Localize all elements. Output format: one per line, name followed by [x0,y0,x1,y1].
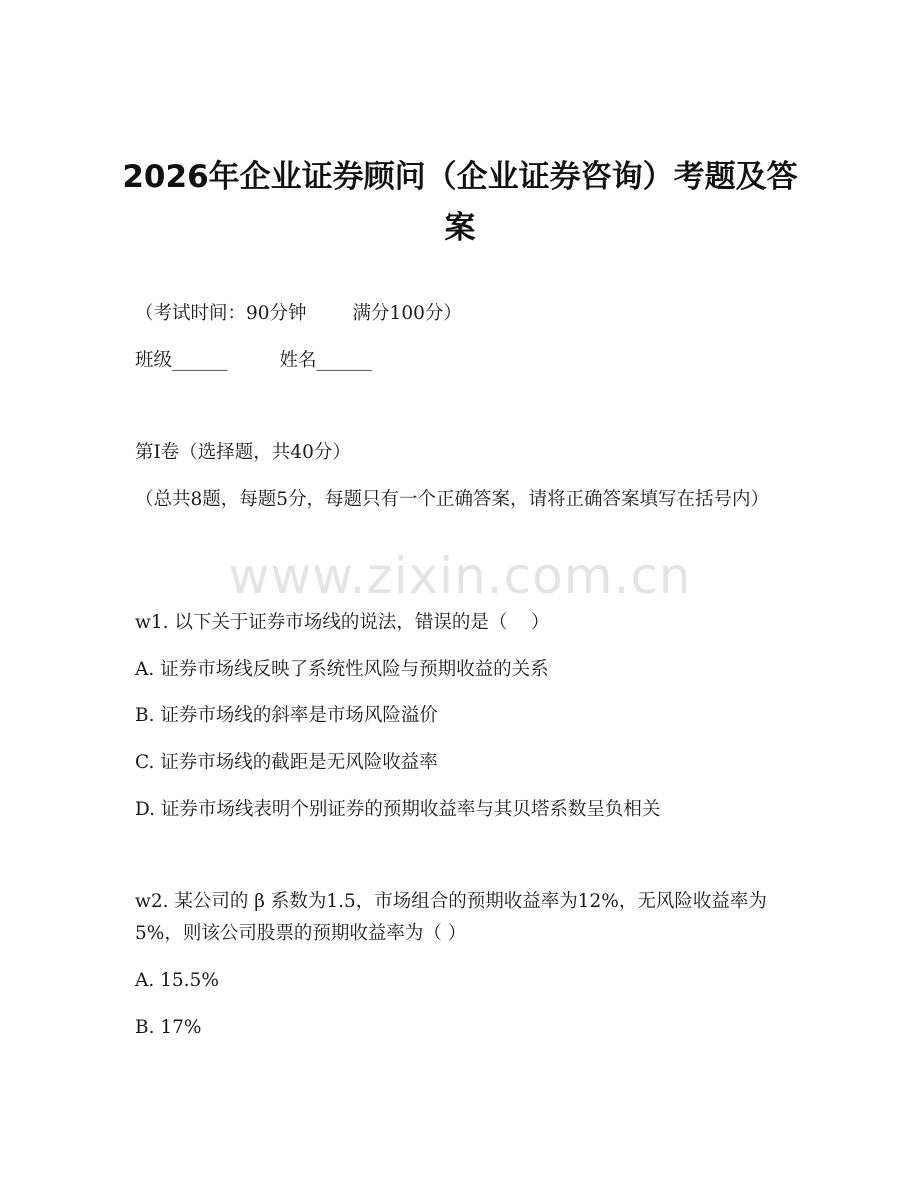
student-fields [135,346,372,376]
answer-option: D. 证券市场线表明个别证券的预期收益率与其贝塔系数呈负相关 [135,799,661,820]
name-field: 姓名______ [279,350,373,371]
watermark: www.zixin.com.cn [228,547,692,605]
answer-option: B. 证券市场线的斜率是市场风险溢价 [135,705,438,726]
exam-info [135,299,462,329]
section-heading: 第I卷（选择题，共40分） [135,442,351,463]
question-stem: w1. 以下关于证券市场线的说法，错误的是（ ） [135,612,550,633]
answer-option: C. 证券市场线的截距是无风险收益率 [135,752,438,773]
exam-time: （考试时间：90分钟 [135,303,307,324]
exam-full-score: 满分100分） [352,303,462,324]
question-stem: w2. 某公司的 β 系数为1.5，市场组合的预期收益率为12%，无风险收益率为5%，则该公司股票的预期收益率为（ ） [135,891,767,944]
class-field: 班级______ [135,350,228,371]
answer-option: A. 证券市场线反映了系统性风险与预期收益的关系 [135,659,549,680]
section-instructions: （总共8题，每题5分，每题只有一个正确答案，请将正确答案填写在括号内） [135,489,770,510]
answer-option: A. 15.5% [135,970,219,991]
answer-option: B. 17% [135,1017,202,1038]
document-title: 2026年企业证券顾问（企业证券咨询）考题及答案 [122,159,798,246]
